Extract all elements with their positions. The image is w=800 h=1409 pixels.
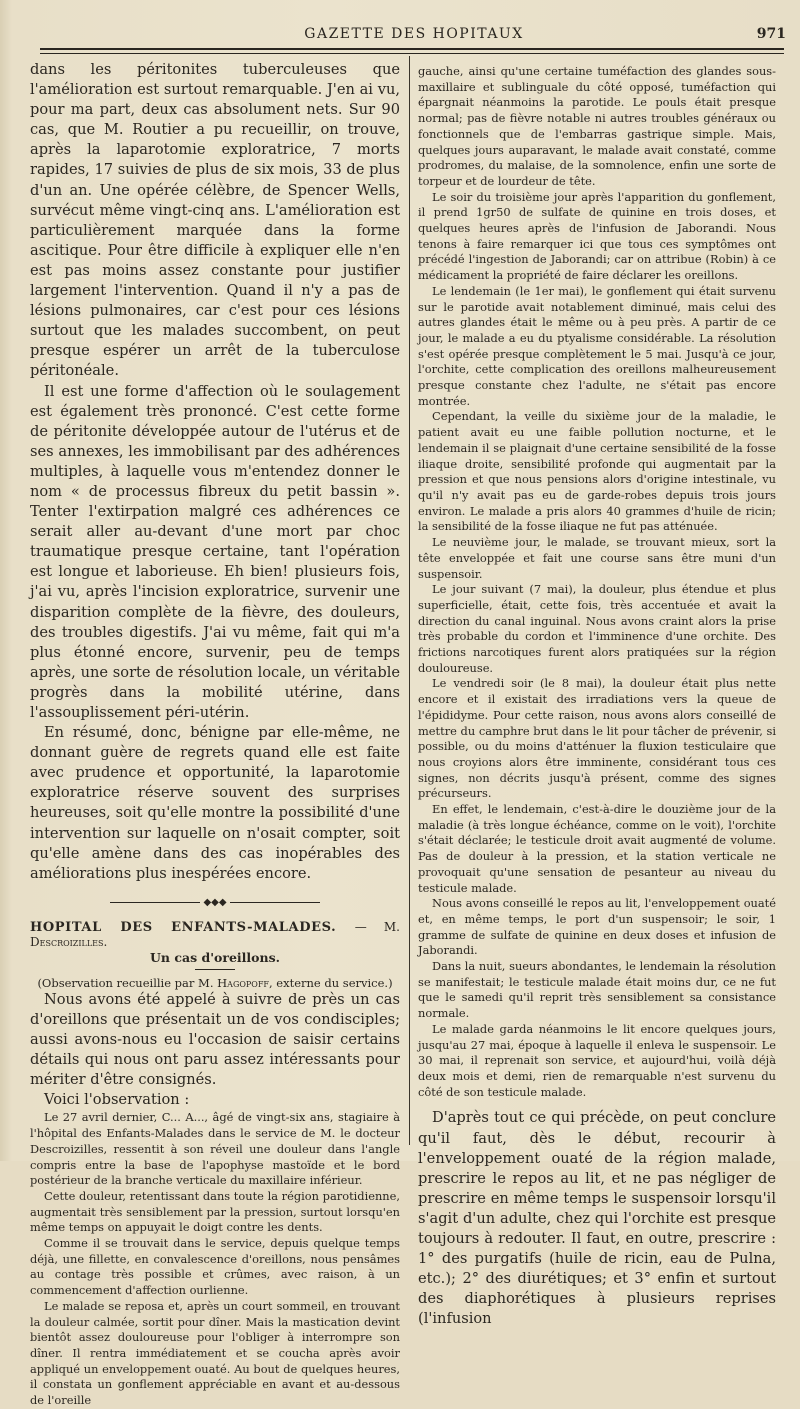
intro-paragraph: Nous avons été appelé à suivre de près un cas d'oreillons que présentait un de vos condisciples; aussi avons-nous eu l'occasion de saisir certains détails qui nous ont paru assez intéressants pour mériter d'être consignés. [30, 990, 400, 1089]
case-subtitle [30, 976, 400, 990]
observation-paragraph: Dans la nuit, sueurs abondantes, le lendemain la résolution se manifestait; le testicule malade était moins dur, ce ne fut que le samedi qu'il reprit très sensiblement sa consistance normale. [418, 959, 776, 1021]
body-paragraph: dans les péritonites tuberculeuses que l'amélioration est surtout remarquable. J'en ai vu, pour ma part, deux cas absolument nets. Sur 90 cas, que M. Routier a pu recueillir, on trouve, après la laparotomie exploratrice, 7 morts rapides, 17 suivies de plus de six mois, 33 de plus d'un an. Une opérée célèbre, de Spencer Wells, survécut même vingt-cinq ans. L'amélioration est particulièrement marquée dans la forme ascitique. Pour être difficile à expliquer elle n'en est pas moins assez constante pour justifier largement l'intervention. Quand il n'y a pas de lésions pulmonaires, car c'est pour ces lésions surtout que les malades succombent, on peut presque espérer un arrêt de la tuberculose péritonéale. [30, 61, 400, 380]
case-subtitle-suffix: , externe du service.) [268, 975, 393, 990]
observation-paragraph: Comme il se trouvait dans le service, depuis quelque temps déjà, une fillette, en convalescence d'oreillons, nous pensâmes au contage très possible et crûmes, avec raison, à un commencement d'affection ourlienne. [30, 1236, 400, 1298]
observation-paragraph: Le malade garda néanmoins le lit encore quelques jours, jusqu'au 27 mai, époque à laquelle il enleva le suspensoir. Le 30 mai, il reprenait son service, et aujourd'hui, voilà déjà deux mois et demi, rien de remarquable n'est survenu du côté de son testicule malade. [418, 1021, 776, 1099]
conclusion-paragraph: D'après tout ce qui précède, on peut conclure qu'il faut, dès le début, recourir à l'enveloppement ouaté de la région malade, prescrire le repos au lit, et ne pas négliger de prescrire en même temps le suspensoir lorsqu'il s'agit d'un adulte, chez qui l'orchite est presque toujours à redouter. Il faut, en outre, prescrire : 1° des purgatifs (huile de ricin, eau de Pulna, etc.); 2° des diurétiques; et 3° enfin et surtout des diaphorétiques à plusieurs reprises (l'infusion [418, 1109, 776, 1328]
body-paragraph: En résumé, donc, bénigne par elle-même, ne donnant guère de regrets quand elle est faite avec prudence et opportunité, la laparotomie exploratrice réserve souvent des surprises heureuses, soit qu'elle montre la possibilité d'une intervention sur laquelle on n'osait compter, soit qu'elle amène dans des cas inopérables des améliorations plus inespérées encore. [30, 724, 400, 882]
observation-paragraph: gauche, ainsi qu'une certaine tuméfaction des glandes sous-maxillaire et sublinguale du côté opposé, tuméfaction qui épargnait néanmoins la parotide. Le pouls était presque normal; pas de fièvre notable ni autres troubles généraux ou fonctionnels que de l'embarras gastrique simple. Mais, quelques jours auparavant, le malade avait constaté, comme prodromes, du malaise, de la somnolence, enfin une sorte de torpeur et de lourdeur de tête. [418, 64, 776, 188]
section-heading [30, 920, 400, 950]
right-column [418, 60, 776, 1328]
body-paragraph: Il est une forme d'affection où le soulagement est également très prononcé. C'est cette forme de péritonite développée autour de l'utérus et de ses annexes, les immobilisant par des adhérences multiples, à laquelle vous m'entendez donner le nom « de processus fibreux du petit bassin ». Tenter l'extirpation malgré ces adhérences ce serait aller au-devant d'une mort par choc traumatique presque certaine, tant l'opération est longue et laborieuse. Eh bien! plusieurs fois, j'ai vu, après l'incision exploratrice, survenir une disparition complète de la fièvre, des douleurs, des troubles digestifs. J'ai vu même, fait qui m'a plus étonné encore, survenir, peu de temps après, une sorte de résolution locale, un véritable progrès dans la mobilité utérine, dans l'assouplissement péri-utérin. [30, 382, 400, 721]
observation-paragraph: Le malade se reposa et, après un court sommeil, en trouvant la douleur calmée, sortit pour dîner. Mais la mastication devint bientôt assez douloureuse pour l'obliger à interrompre son dîner. Il rentra immédiatement et se coucha après avoir appliqué un enveloppement ouaté. Au bout de quelques heures, il constata un gonflement appréciable en avant et au-dessous de l'oreille [30, 1298, 400, 1408]
case-subtitle-name: Hagopoff [217, 975, 269, 990]
section-heading-title: HOPITAL DES ENFANTS-MALADES. [30, 919, 337, 935]
observation-paragraph: Cependant, la veille du sixième jour de la maladie, le patient avait eu une faible pollution nocturne, et le lendemain il se plaignait d'une certaine sensibilité de la fosse iliaque droite, sensibilité profonde qui augmentait par la pression et que nous pensions alors d'origine intestinale, vu qu'il n'y avait pas eu de garde-robes depuis trois jours environ. Le malade a pris alors 40 grammes d'huile de ricin; la sensibilité de la fosse iliaque ne fut pas atténuée. [418, 409, 776, 534]
page-header [40, 22, 788, 48]
section-separator: ◆◆◆ [30, 898, 400, 908]
page-number: 971 [756, 26, 786, 42]
observation-paragraph: Le neuvième jour, le malade, se trouvant mieux, sort la tête enveloppée et fait une course sans être muni d'un suspensoir. [418, 535, 776, 581]
observation-paragraph: Le lendemain (le 1er mai), le gonflement qui était survenu sur le parotide avait notablement diminué, mais celui des autres glandes était le même ou à peu près. A partir de ce jour, le malade a eu du ptyalisme considérable. La résolution s'est opérée presque complètement le 5 mai. Jusqu'à ce jour, l'orchite, cette complication des oreillons malheureusement presque constante chez l'adulte, ne s'était pas encore montrée. [418, 283, 776, 408]
observation-paragraph: Cette douleur, retentissant dans toute la région parotidienne, augmentait très sensiblement par la pression, surtout lorsqu'en même temps on appuyait le doigt contre les dents. [30, 1188, 400, 1235]
observation-paragraph: Nous avons conseillé le repos au lit, l'enveloppement ouaté et, en même temps, le port d'un suspensoir; le soir, 1 gramme de sulfate de quinine en deux doses et infusion de Jaborandi. [418, 896, 776, 958]
observation-paragraph: Le jour suivant (7 mai), la douleur, plus étendue et plus superficielle, était, cette fois, très accentuée et avait la direction du canal inguinal. Nous avons craint alors la prise très probable du cordon et l'imminence d'une orchite. Des frictions narcotiques furent alors pratiquées sur la région douloureuse. [418, 582, 776, 675]
observation-paragraph: Le 27 avril dernier, C... A..., âgé de vingt-six ans, stagiaire à l'hôpital des Enfants-Malades dans le service de M. le docteur Descroizilles, ressentit à son réveil une douleur dans l'angle compris entre la base de l'apophyse mastoïde et le bord postérieur de la branche verticale du maxillaire inférieur. [30, 1110, 400, 1188]
voici-line: Voici l'observation : [44, 1091, 190, 1109]
left-column [30, 60, 400, 1408]
header-rule [40, 48, 784, 54]
running-title: GAZETTE DES HOPITAUX [304, 26, 524, 42]
observation-paragraph: En effet, le lendemain, c'est-à-dire le douzième jour de la maladie (à très longue échéance, comme on le voit), l'orchite s'était déclarée; le testicule droit avait augmenté de volume. Pas de douleur à la pression, et la station verticale ne provoquait qu'une sensation de pesanteur au niveau du testicule malade. [418, 802, 776, 895]
column-divider [409, 56, 410, 1145]
section-heading-author: — M. Descroizilles. [30, 919, 400, 949]
case-subtitle-prefix: (Observation recueillie par M. [37, 975, 214, 990]
case-title: Un cas d'oreillons. [150, 949, 280, 965]
case-title-rule [195, 969, 235, 970]
observation-paragraph: Le soir du troisième jour après l'apparition du gonflement, il prend 1gr50 de sulfate de quinine en trois doses, et quelques heures après de l'infusion de Jaborandi. Nous tenons à faire remarquer ici que tous ces symptômes ont précédé l'ingestion de Jaborandi; car on attribue (Robin) à ce médicament la propriété de faire déclarer les oreillons. [418, 189, 776, 283]
observation-paragraph: Le vendredi soir (le 8 mai), la douleur était plus nette encore et il existait des irradiations vers la queue de l'épididyme. Pour cette raison, nous avons alors conseillé de mettre du camphre brut dans le lit pour tâcher de prévenir, si possible, ou du moins d'atténuer la fluxion testiculaire que nous croyions alors être imminente, considérant tous ces signes, non décrits jusqu'à présent, comme des signes précurseurs. [418, 676, 776, 801]
